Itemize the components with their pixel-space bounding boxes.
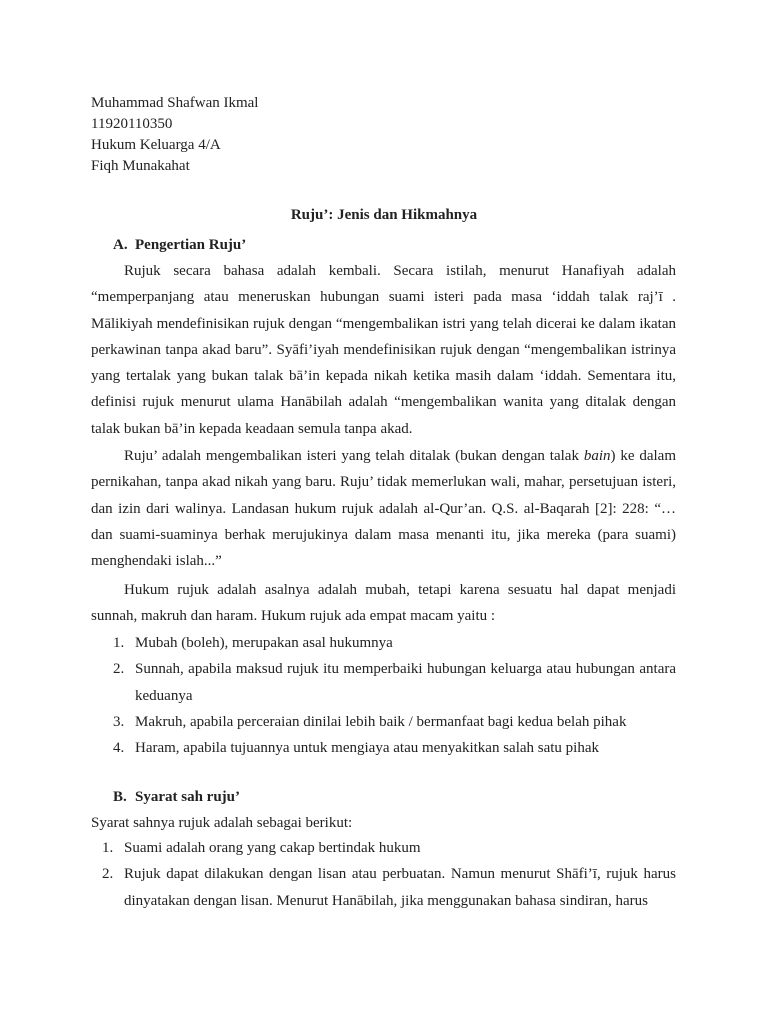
list-item <box>102 835 676 861</box>
list-item-number: 4. <box>113 740 125 757</box>
syarat-list <box>102 835 676 914</box>
list-item-text: Suami adalah orang yang cakap bertindak hukum <box>124 840 421 856</box>
list-item-number: 2. <box>113 661 125 678</box>
author-name: Muhammad Shafwan Ikmal <box>91 95 259 111</box>
section-b-title: Syarat sah ruju’ <box>135 789 241 805</box>
author-header <box>91 93 258 177</box>
class-name: Hukum Keluarga 4/A <box>91 137 221 153</box>
list-item-text: Mubah (boleh), merupakan asal hukumnya <box>135 635 393 651</box>
list-item <box>113 735 676 761</box>
paragraph-ruju-italic: bain <box>583 448 611 464</box>
section-a-title: Pengertian Ruju’ <box>135 237 247 253</box>
document-title: Ruju’: Jenis dan Hikmahnya <box>290 207 478 223</box>
list-item <box>113 709 676 735</box>
student-id: 11920110350 <box>91 116 173 132</box>
section-a-heading <box>113 235 246 255</box>
course-name: Fiqh Munakahat <box>91 158 190 174</box>
paragraph-definition: Rujuk secara bahasa adalah kembali. Secara istilah, menurut Hanafiyah adalah “memperpanjang atau meneruskan hubungan suami isteri pada masa ‘iddah talak raj’ī . Mālikiyah mendefinisikan rujuk dengan “mengembalikan istri yang telah dicerai ke dalam ikatan perkawinan tanpa akad baru”. Syāfi’iyah mendefinisikan rujuk dengan “mengembalikan istrinya yang tertalak yang bukan talak bā’in kepada nikah ketika masih dalam ‘iddah. Sementara itu, definisi rujuk menurut ulama Hanābilah adalah “mengembalikan wanita yang ditalak dengan talak bukan bā’in kepada keadaan semula tanpa akad. <box>91 263 676 437</box>
hukum-list <box>113 630 676 761</box>
paragraph-ruju <box>91 443 676 574</box>
paragraph-hukum: Hukum rujuk adalah asalnya adalah mubah, tetapi karena sesuatu hal dapat menjadi sunnah, makruh dan haram. Hukum rujuk ada empat macam yaitu : <box>91 582 676 625</box>
section-b-heading <box>113 787 240 807</box>
paragraph-ruju-text-1: Ruju’ adalah mengembalikan isteri yang telah ditalak (bukan dengan talak <box>124 448 584 464</box>
list-item-text: Sunnah, apabila maksud rujuk itu memperbaiki hubungan keluarga atau hubungan antara keduanya <box>135 661 676 704</box>
section-b-number: B. <box>113 789 127 805</box>
list-item <box>113 630 676 656</box>
list-item-number: 1. <box>113 635 125 651</box>
section-a-number: A. <box>113 237 128 253</box>
list-item <box>102 861 676 914</box>
section-b-intro: Syarat sahnya rujuk adalah sebagai berikut: <box>91 815 353 831</box>
list-item-text: Makruh, apabila perceraian dinilai lebih baik / bermanfaat bagi kedua belah pihak <box>135 713 627 730</box>
list-item-number: 1. <box>102 840 114 856</box>
list-item <box>113 656 676 709</box>
list-item-number: 2. <box>102 866 114 883</box>
paragraph-ruju-text-2: ) ke dalam pernikahan, tanpa akad nikah yang baru. Ruju’ tidak memerlukan wali, mahar, persetujuan isteri, dan izin dari walinya. Landasan hukum rujuk adalah al-Qur’an. Q.S. al-Baqarah [2]: 228: “… dan suami-suaminya berhak merujukinya dalam masa menanti itu, jika mereka (para suami) menghendaki islah...” <box>91 448 677 570</box>
list-item-text: Rujuk dapat dilakukan dengan lisan atau perbuatan. Namun menurut Shāfi’ī, rujuk harus dinyatakan dengan lisan. Menurut Hanābilah, jika menggunakan bahasa sindiran, harus <box>124 866 676 909</box>
list-item-text: Haram, apabila tujuannya untuk mengiaya atau menyakitkan salah satu pihak <box>135 740 600 757</box>
list-item-number: 3. <box>113 713 125 730</box>
